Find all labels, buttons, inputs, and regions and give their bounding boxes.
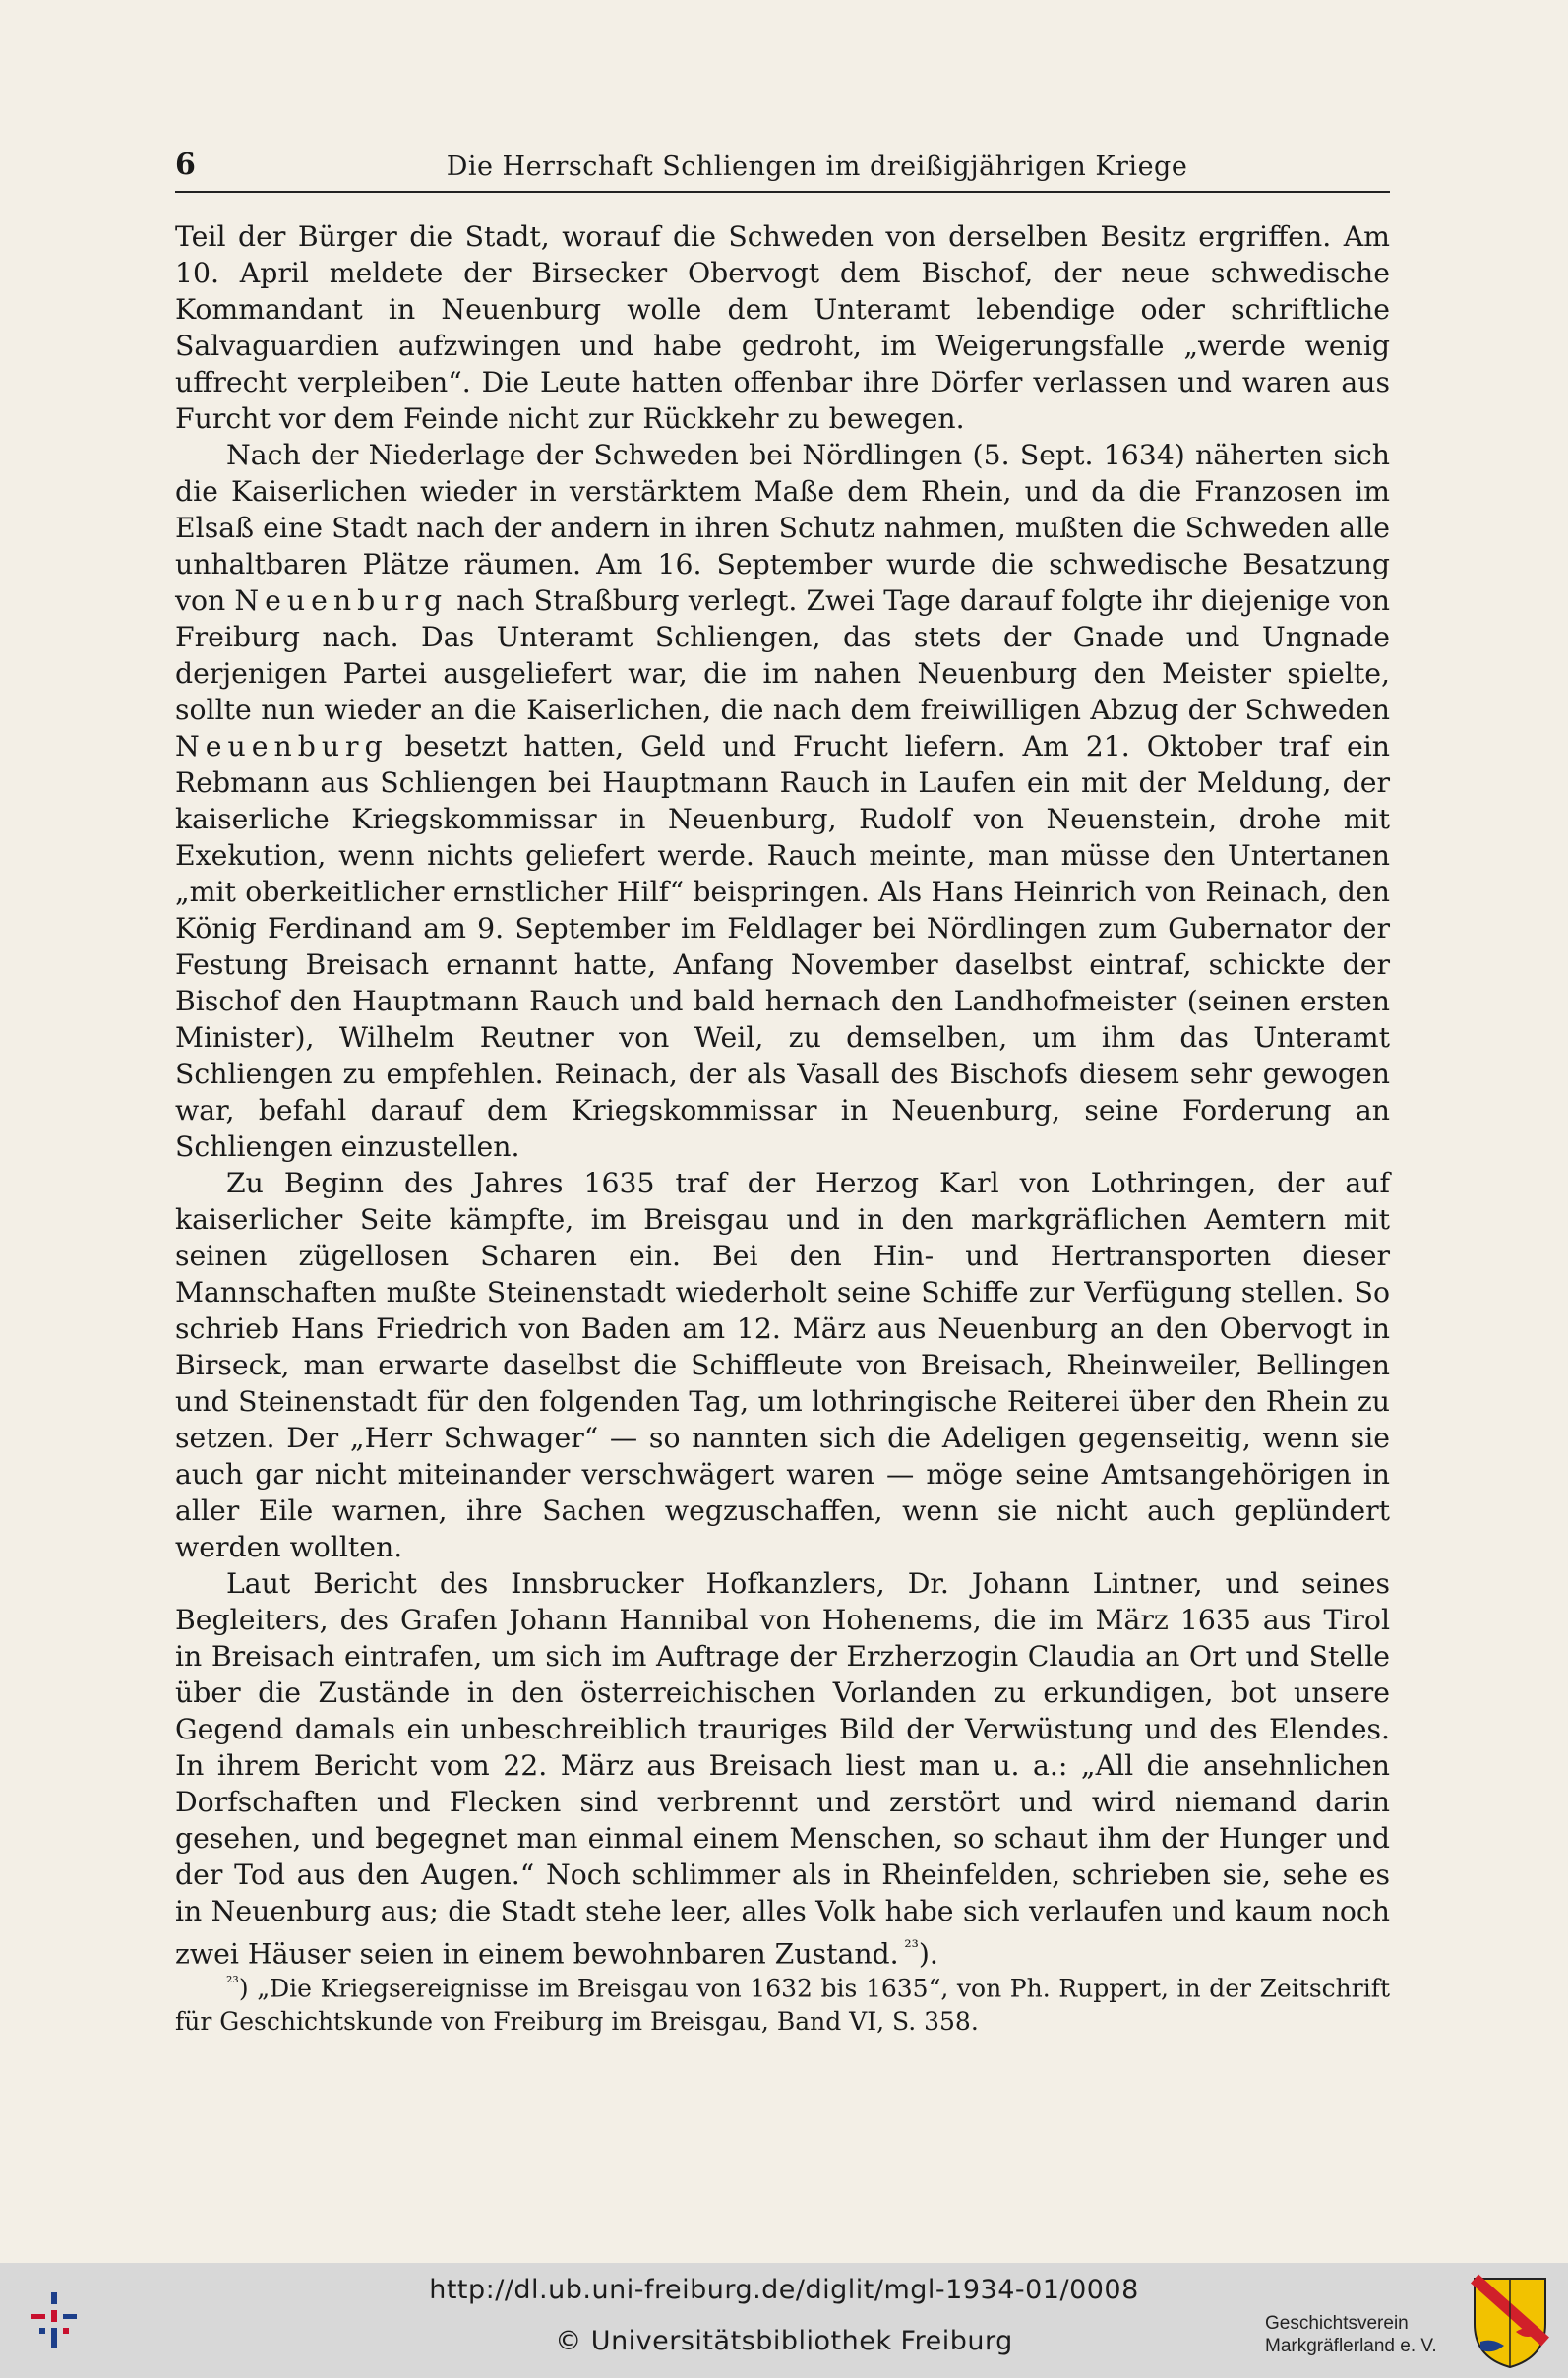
spaced-place-name: Neuenburg (175, 730, 389, 762)
copyright-notice: © Universitätsbibliothek Freiburg (555, 2326, 1013, 2356)
text-run: besetzt hatten, Geld und Frucht liefern. Am 21. Oktober traf ein Rebmann aus Schliengen bei Hauptmann Rauch in Laufen ein mit der Meldung, der kaiserliche Kriegskommissar in Neuenburg, Rudolf von Neuenstein, drohe mit Exekution, wenn nichts geliefert werde. Rauch meinte, man müsse den Untertanen „mit oberkeitlicher ernstlicher Hilf“ beispringen. Als Hans Heinrich von Reinach, den König Ferdinand am 9. September im Feldlager bei Nördlingen zum Gubernator der Festung Breisach ernannt hatte, Anfang November daselbst eintraf, schickte der Bischof den Hauptmann Rauch und bald hernach den Landhofmeister (seinen ersten Minister), Wilhelm Reutner von Weil, zu demselben, um ihm das Unteramt Schliengen zu empfehlen. Reinach, der als Vasall des Bischofs diesem sehr gewogen war, befahl darauf dem Kriegskommissar in Neuenburg, seine Forderung an Schliengen einzustellen. (175, 730, 1390, 1163)
paragraph (175, 1565, 1390, 1972)
running-header (175, 148, 1390, 193)
footer-bar (0, 2263, 1568, 2378)
text-run: Teil der Bürger die Stadt, worauf die Schweden von derselben Besitz ergriffen. Am 10. April meldete der Birsecker Obervogt dem Bischof, der neue schwedische Kommandant in Neuenburg wolle dem Unteramt lebendige oder schriftliche Salvaguardien aufzwingen und habe gedroht, im Weigerungsfalle „werde wenig uffrecht verpleiben“. Die Leute hatten offenbar ihre Dörfer verlassen und waren aus Furcht vor dem Feinde nicht zur Rückkehr zu bewegen. (175, 220, 1390, 435)
paragraph (175, 437, 1390, 1165)
text-run: Laut Bericht des Innsbrucker Hofkanzlers, Dr. Johann Lintner, und seines Begleiters, des Grafen Johann Hannibal von Hohenems, die im März 1635 aus Tirol in Breisach eintrafen, um sich im Auftrage der Erzherzogin Claudia an Ort und Stelle über die Zustände in den österreichischen Vorlanden zu erkundigen, bot unsere Gegend damals ein unbeschreiblich trauriges Bild der Verwüstung und des Elendes. In ihrem Bericht vom 22. März aus Breisach liest man u. a.: „All die ansehnlichen Dorfschaften und Flecken sind verbrennt und zerstört und wird niemand darin gesehen, und begegnet man einmal einem Menschen, so schaut ihm der Hunger und der Tod aus den Augen.“ Noch schlimmer als in Rheinfelden, schrieben sie, sehe es in Neuenburg aus; die Stadt stehe leer, alles Volk habe sich verlaufen und kaum noch zwei Häuser seien in einem bewohnbaren Zustand. (175, 1567, 1390, 1971)
text-run: nach Straßburg verlegt. Zwei Tage darauf folgte ihr diejenige von Freiburg nach. Das Unteramt Schliengen, das stets der Gnade und Ungnade derjenigen Partei ausgeliefert war, die im nahen Neuenburg den Meister spielte, sollte nun wieder an die Kaiserlichen, die nach dem freiwilligen Abzug der Schweden (175, 584, 1390, 726)
body-text (175, 218, 1390, 1972)
paragraph (175, 1165, 1390, 1565)
footnote-ref: ²³ (898, 1937, 919, 1958)
footnotes (175, 1966, 1390, 2039)
spaced-place-name: Neuenburg (234, 584, 449, 617)
text-run: Nach der Niederlage der Schweden bei Nördlingen (5. Sept. 1634) näherten sich die Kaiserlichen wieder in verstärktem Maße dem Rhein, und da die Franzosen im Elsaß eine Stadt nach der andern in ihren Schutz nahmen, mußten die Schweden alle unhaltbaren Plätze räumen. Am 16. September wurde die schwedische Besatzung von (175, 439, 1390, 617)
society-line-2: Markgräflerland e. V. (1265, 2336, 1437, 2356)
text-run: ). (918, 1937, 938, 1971)
permalink-url[interactable]: http://dl.ub.uni-freiburg.de/diglit/mgl-1934-01/0008 (429, 2275, 1139, 2305)
markgraeflerland-crest-icon (1471, 2273, 1549, 2369)
paragraph (175, 218, 1390, 437)
society-name (1265, 2312, 1462, 2357)
society-line-1: Geschichtsverein (1265, 2313, 1409, 2334)
footnote (175, 1966, 1390, 2039)
page-number: 6 (175, 148, 196, 182)
footnote-text: ) „Die Kriegsereignisse im Breisgau von 1632 bis 1635“, von Ph. Ruppert, in der Zeitschrift für Geschichtskunde von Freiburg im Breisgau, Band VI, S. 358. (175, 1974, 1390, 2037)
text-run: Zu Beginn des Jahres 1635 traf der Herzog Karl von Lothringen, der auf kaiserlicher Seite kämpfte, im Breisgau und in den markgräflichen Aemtern mit seinen zügellosen Scharen ein. Bei den Hin- und Hertransporten dieser Mannschaften mußte Steinenstadt wiederholt seine Schiffe zur Verfügung stellen. So schrieb Hans Friedrich von Baden am 12. März aus Neuenburg an den Obervogt in Birseck, man erwarte daselbst die Schiffleute von Breisach, Rheinweiler, Bellingen und Steinenstadt für den folgenden Tag, um lothringische Reiterei über den Rhein zu setzen. Der „Herr Schwager“ — so nannten sich die Adeligen gegenseitig, wenn sie auch gar nicht miteinander verschwägert waren — möge seine Amtsangehörigen in aller Eile warnen, ihre Sachen wegzuschaffen, wenn sie nicht auch geplündert werden wollten. (175, 1167, 1390, 1563)
footnote-mark: ²³ (226, 1973, 239, 1991)
running-title: Die Herrschaft Schliengen im dreißigjährigen Kriege (446, 152, 1188, 182)
